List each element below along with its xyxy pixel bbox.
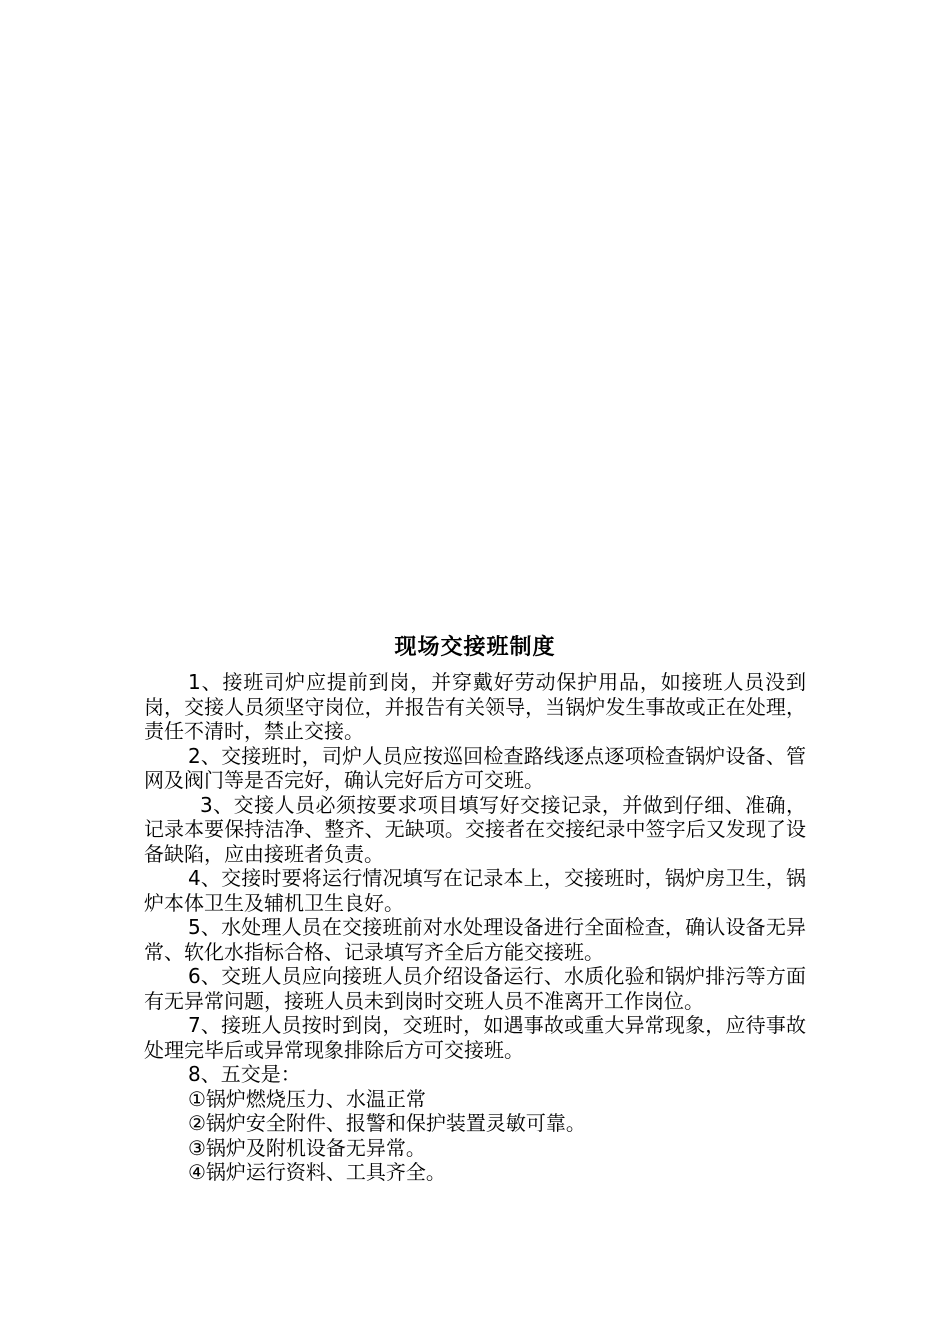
five-item-1: ①锅炉燃烧压力、水温正常 bbox=[188, 1086, 426, 1111]
rule-paragraph-2: 2、交接班时，司炉人员应按巡回检查路线逐点逐项检查锅炉设备、管网及阀门等是否完好，确认完好后方可交班。 bbox=[144, 743, 806, 792]
rule-paragraph-5: 5、水处理人员在交接班前对水处理设备进行全面检查，确认设备无异常、软化水指标合格、记录填写齐全后方能交接班。 bbox=[144, 915, 806, 964]
rule-paragraph-8: 8、五交是： bbox=[188, 1062, 301, 1086]
rule-paragraph-4: 4、交接时要将运行情况填写在记录本上，交接班时，锅炉房卫生，锅炉本体卫生及辅机卫生良好。 bbox=[144, 866, 806, 915]
five-item-3: ③锅炉及附机设备无异常。 bbox=[188, 1135, 426, 1160]
document-title: 现场交接班制度 bbox=[394, 635, 556, 660]
document-body bbox=[144, 630, 806, 1185]
five-item-2: ②锅炉安全附件、报警和保护装置灵敏可靠。 bbox=[188, 1111, 586, 1135]
rule-paragraph-3: 3、交接人员必须按要求项目填写好交接记录，并做到仔细、准确，记录本要保持洁净、整齐、无缺项。交接者在交接纪录中签字后又发现了设备缺陷，应由接班者负责。 bbox=[144, 792, 806, 866]
rule-paragraph-1: 1、接班司炉应提前到岗，并穿戴好劳动保护用品，如接班人员没到岗，交接人员须坚守岗位，并报告有关领导，当锅炉发生事故或正在处理，责任不清时，禁止交接。 bbox=[144, 670, 806, 743]
five-item-4: ④锅炉运行资料、工具齐全。 bbox=[188, 1160, 446, 1184]
rule-paragraph-6: 6、交班人员应向接班人员介绍设备运行、水质化验和锅炉排污等方面有无异常问题，接班人员未到岗时交班人员不准离开工作岗位。 bbox=[144, 964, 806, 1013]
rule-paragraph-7: 7、接班人员按时到岗，交班时，如遇事故或重大异常现象，应待事故处理完毕后或异常现象排除后方可交接班。 bbox=[144, 1013, 806, 1062]
